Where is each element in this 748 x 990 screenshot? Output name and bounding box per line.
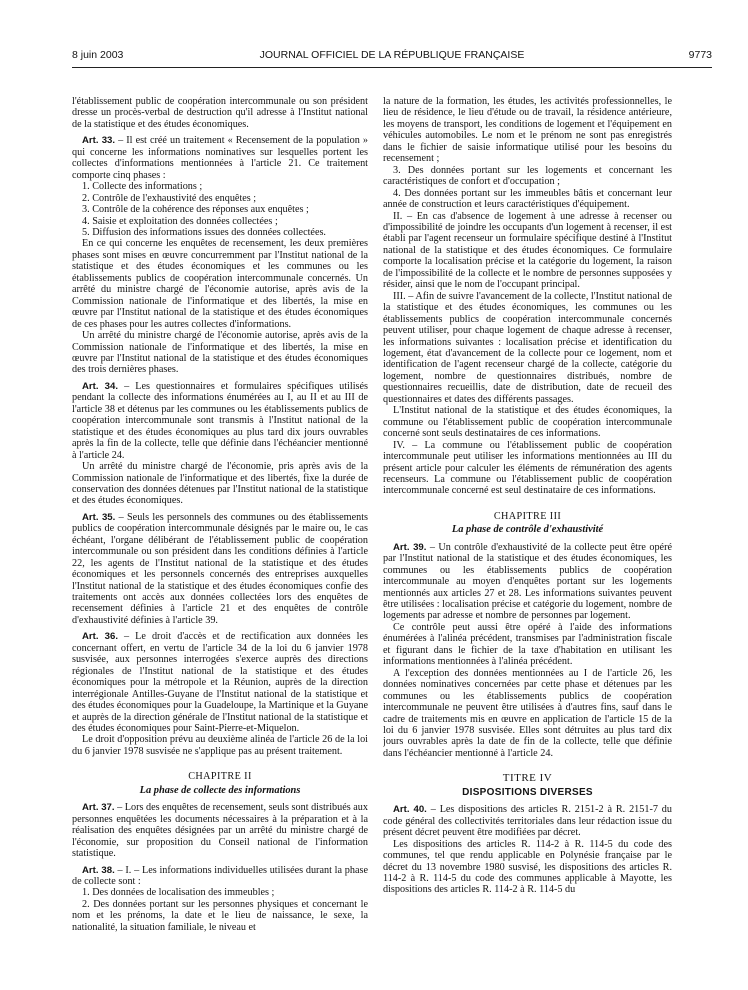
article-label: Art. 39. — [393, 541, 427, 553]
paragraph: III. – Afin de suivre l'avancement de la collecte, l'Institut national de la statistique et des études économiques, les communes ou les établissements publics de coopération intercommunale concernés peuvent utiliser, pour chaque logement de chaque adresse à recenser, les informations suivantes : localisation précise et identification du logement, état d'avancement de la collecte pour ce logement, nom et identification de l'agent recenseur chargé de la collecte, catégorie du logement, nombre de questionnaires distribués, nombre de questionnaires recueillis, date de distribution, date de recueil des questionnaires et dates des différents passages. — [383, 290, 672, 405]
title-heading: TITRE IV — [502, 772, 553, 785]
paragraph: En ce qui concerne les enquêtes de recensement, les deux premières phases sont mises en œuvre concurremment par l'Institut national de la statistique et des études économiques et les communes ou les établissements publics de coopération intercommunale concernés. Un arrêté du ministre chargé de l'économie autorise, après avis de la Commission nationale de l'informatique et des libertés, la mise en œuvre par l'Institut national de la statistique et des études économiques de ces phases pour les autres collectes d'informations. — [72, 238, 368, 330]
paragraph: Un arrêté du ministre chargé de l'économie autorise, après avis de la Commission nationale de l'informatique et des libertés, la mise en œuvre par l'Institut national de la statistique et des études économiques des trois dernières phases. — [72, 330, 368, 376]
article-text: – Il est créé un traitement « Recensement de la population » qui concerne les informations nominatives sur lesquelles portent les collectes d'informations mentionnées à l'article 21. Ce traitement comporte cinq phases : — [72, 135, 368, 181]
chapter-title: La phase de contrôle d'exhaustivité — [451, 524, 604, 536]
list-item: 5. Diffusion des informations issues des données collectées. — [82, 226, 326, 238]
phases-list — [72, 181, 368, 238]
paragraph: 3. Des données portant sur les logements et concernant les caractéristiques de confort et d'occupation ; — [383, 164, 672, 188]
paragraph: IV. – La commune ou l'établissement public de coopération intercommunale peut utiliser les informations mentionnées au III du présent article pour calculer les éléments de rémunération des agents recenseurs. La commune ou l'établissement public de coopération intercommunale concerné est seul destinataire de ces informations. — [383, 439, 672, 497]
article-text: – Le droit d'accès et de rectification aux données les concernant offert, en vertu de l'article 34 de la loi du 6 janvier 1978 susvisée, aux personnes interrogées s'exerce auprès des directions régionales de l'Institut national de la statistique et des études économiques pour la métropole et la Réunion, auprès de la direction interrégionale Antilles-Guyane de l'Institut national de la statistique et des études économiques pour la Guadeloupe, la Martinique et la Guyane et auprès de la direction générale de l'Institut national de la statistique et des études économiques pour Saint-Pierre-et-Miquelon. — [72, 631, 368, 735]
chapter-title: La phase de collecte des informations — [139, 784, 301, 796]
paragraph: 1. Des données de localisation des immeubles ; — [82, 887, 275, 899]
list-item: 2. Contrôle de l'exhaustivité des enquêtes ; — [82, 192, 257, 204]
paragraph: Ce contrôle peut aussi être opéré à l'aide des informations énumérées à l'alinéa précédent, transmises par l'administration fiscale et figurant dans le fichier de la taxe d'habitation en utilisant les informations mentionnées à l'alinéa précédent. — [383, 621, 672, 668]
article-label: Art. 36. — [82, 631, 119, 643]
article-label: Art. 40. — [393, 804, 427, 816]
paragraph: A l'exception des données mentionnées au I de l'article 26, les données nominatives concernées par cette phase et détenues par les communes ou les établissements publics de coopération intercommunale ne peuvent être utilisées à d'autres fins, sauf dans le cadre de traitements mis en œuvre en application de l'article 15 de la loi du 6 janvier 1978 susvisée. Elles sont détruites au plus tard dix jours ouvrables après la date de fin de la collecte, telle que définie dans l'échéancier mentionné à l'article 24. — [383, 667, 672, 759]
paragraph: Le droit d'opposition prévu au deuxième alinéa de l'article 26 de la loi du 6 janvier 1978 susvisée ne s'applique pas au présent traitement. — [72, 734, 368, 757]
title-subheading: DISPOSITIONS DIVERSES — [462, 786, 593, 798]
article-text: – Les questionnaires et formulaires spécifiques utilisés pendant la collecte des informations énumérées au I, au II et au III de l'article 38 et détenus par les communes ou les établissements publics de coopération intercommunale sont transmis à l'Institut national de la statistique et des études économiques au plus tard dix jours ouvrables après la fin de la collecte, telle que définie dans l'échéancier mentionné à l'article 24. — [72, 380, 368, 461]
article-35 — [72, 512, 368, 627]
paragraph: la nature de la formation, les études, les activités professionnelles, le lieu de résidence, le lieu d'étude ou de travail, la résidence antérieure, les moyens de transport, les conditions de logement et l'équipement en véhicules automobiles. Le nom et le prénom ne sont pas enregistrés dans le fichier de saisie informatique utilisé pour les besoins du recensement ; — [383, 96, 672, 165]
article-text: – Un contrôle d'exhaustivité de la collecte peut être opéré par l'Institut national de la statistique et des études économiques, les communes ou les établissements publics de coopération intercommunale au moyen d'enquêtes portant sur les logements mentionnés aux articles 27 et 28. Les informations suivantes peuvent être utilisées : localisation précise et catégorie du logement, nombre de logements par adresse et nombre de personnes par logement. — [383, 541, 672, 622]
article-text: – I. – Les informations individuelles utilisées durant la phase de collecte sont : — [72, 864, 368, 887]
header-rule — [72, 67, 712, 68]
article-label: Art. 34. — [82, 380, 119, 392]
right-column — [383, 96, 672, 986]
header-page-number: 9773 — [688, 49, 712, 61]
article-text: – Lors des enquêtes de recensement, seuls sont distribués aux personnes enquêtées les documents nécessaires à la préparation et à la réalisation des enquêtes désignées par un arrêté du ministre chargé de l'économie, sur proposition du Conseil national de l'information statistique. — [72, 802, 368, 860]
chapter-heading: CHAPITRE III — [493, 510, 562, 522]
list-item: 1. Collecte des informations ; — [82, 181, 203, 193]
article-36 — [72, 631, 368, 734]
article-40 — [383, 804, 672, 838]
list-item: 3. Contrôle de la cohérence des réponses aux enquêtes ; — [82, 204, 309, 216]
header-journal-title: JOURNAL OFFICIEL DE LA RÉPUBLIQUE FRANÇAISE — [259, 49, 525, 61]
paragraph: 4. Des données portant sur les immeubles bâtis et concernant leur année de construction et leurs caractéristiques d'équipement. — [383, 187, 672, 211]
article-text: – Seuls les personnels des communes ou des établissements publics de coopération intercommunale désignés par le maire ou, le cas échéant, l'organe délibérant de l'établissement public de coopération intercommunale ou son président dans les conditions définies à l'article 22, les agents de l'Institut national de la statistique et des études économiques et les personnels concernés des entreprises auxquelles l'Institut national de la statistique et des études économiques confie des traitements ont accès aux données collectées lors des enquêtes de recensement définies à l'article 21 et des enquêtes de contrôle d'exhaustivité définies à l'article 39. — [72, 511, 368, 626]
left-column — [72, 96, 368, 986]
paragraph: Un arrêté du ministre chargé de l'économie, pris après avis de la Commission nationale de l'informatique et des libertés, fixe la durée de conservation des données détenues par l'Institut national de la statistique et des études économiques. — [72, 461, 368, 507]
list-item: 4. Saisie et exploitation des données collectées ; — [82, 215, 278, 227]
article-37 — [72, 802, 368, 859]
article-34 — [72, 381, 368, 461]
article-label: Art. 38. — [82, 864, 115, 876]
chapter-heading: CHAPITRE II — [188, 771, 252, 783]
paragraph: 2. Des données portant sur les personnes physiques et concernant le nom et les prénoms, la date et le lieu de naissance, le sexe, la nationalité, la situation familiale, le niveau et — [72, 898, 368, 933]
header-date: 8 juin 2003 — [72, 49, 124, 61]
article-label: Art. 35. — [82, 511, 116, 523]
article-39 — [383, 542, 672, 622]
paragraph: l'établissement public de coopération intercommunale ou son président dresse un procès-verbal de destruction qu'il adresse à l'Institut national de la statistique et des études économiques. — [72, 96, 368, 130]
article-label: Art. 33. — [82, 135, 116, 147]
paragraph: Les dispositions des articles R. 114-2 à R. 114-5 du code des communes, tel que rendu applicable en Polynésie française par le décret du 13 novembre 1980 susvisé, les dispositions des articles R. 114-2 à R. 114-5 du code des communes applicable à Mayotte, les dispositions des articles R. 114-2 à R. 114-5 du — [383, 838, 672, 896]
article-text: – Les dispositions des articles R. 2151-2 à R. 2151-7 du code général des collectivités territoriales dans leur rédaction issue du présent décret peuvent être modifiées par décret. — [383, 804, 672, 839]
article-label: Art. 37. — [82, 802, 115, 814]
paragraph: L'Institut national de la statistique et des études économiques, la commune ou l'établissement public de coopération intercommunale concerné sont seuls destinataires de ces informations. — [383, 405, 672, 440]
page-header — [72, 49, 712, 65]
article-38 — [72, 865, 368, 888]
article-33 — [72, 135, 368, 181]
paragraph: II. – En cas d'absence de logement à une adresse à recenser ou d'impossibilité de joindre les occupants d'un logement à recenser, il est établi par l'agent recenseur un formulaire spécifique destiné à l'Institut national de la statistique et des études économiques. Ce formulaire comporte la localisation précise et la catégorie du logement, la raison de l'impossibilité de la collecte et le nombre de personnes supposées y résider, ainsi que le nom de l'occupant principal. — [383, 210, 672, 291]
